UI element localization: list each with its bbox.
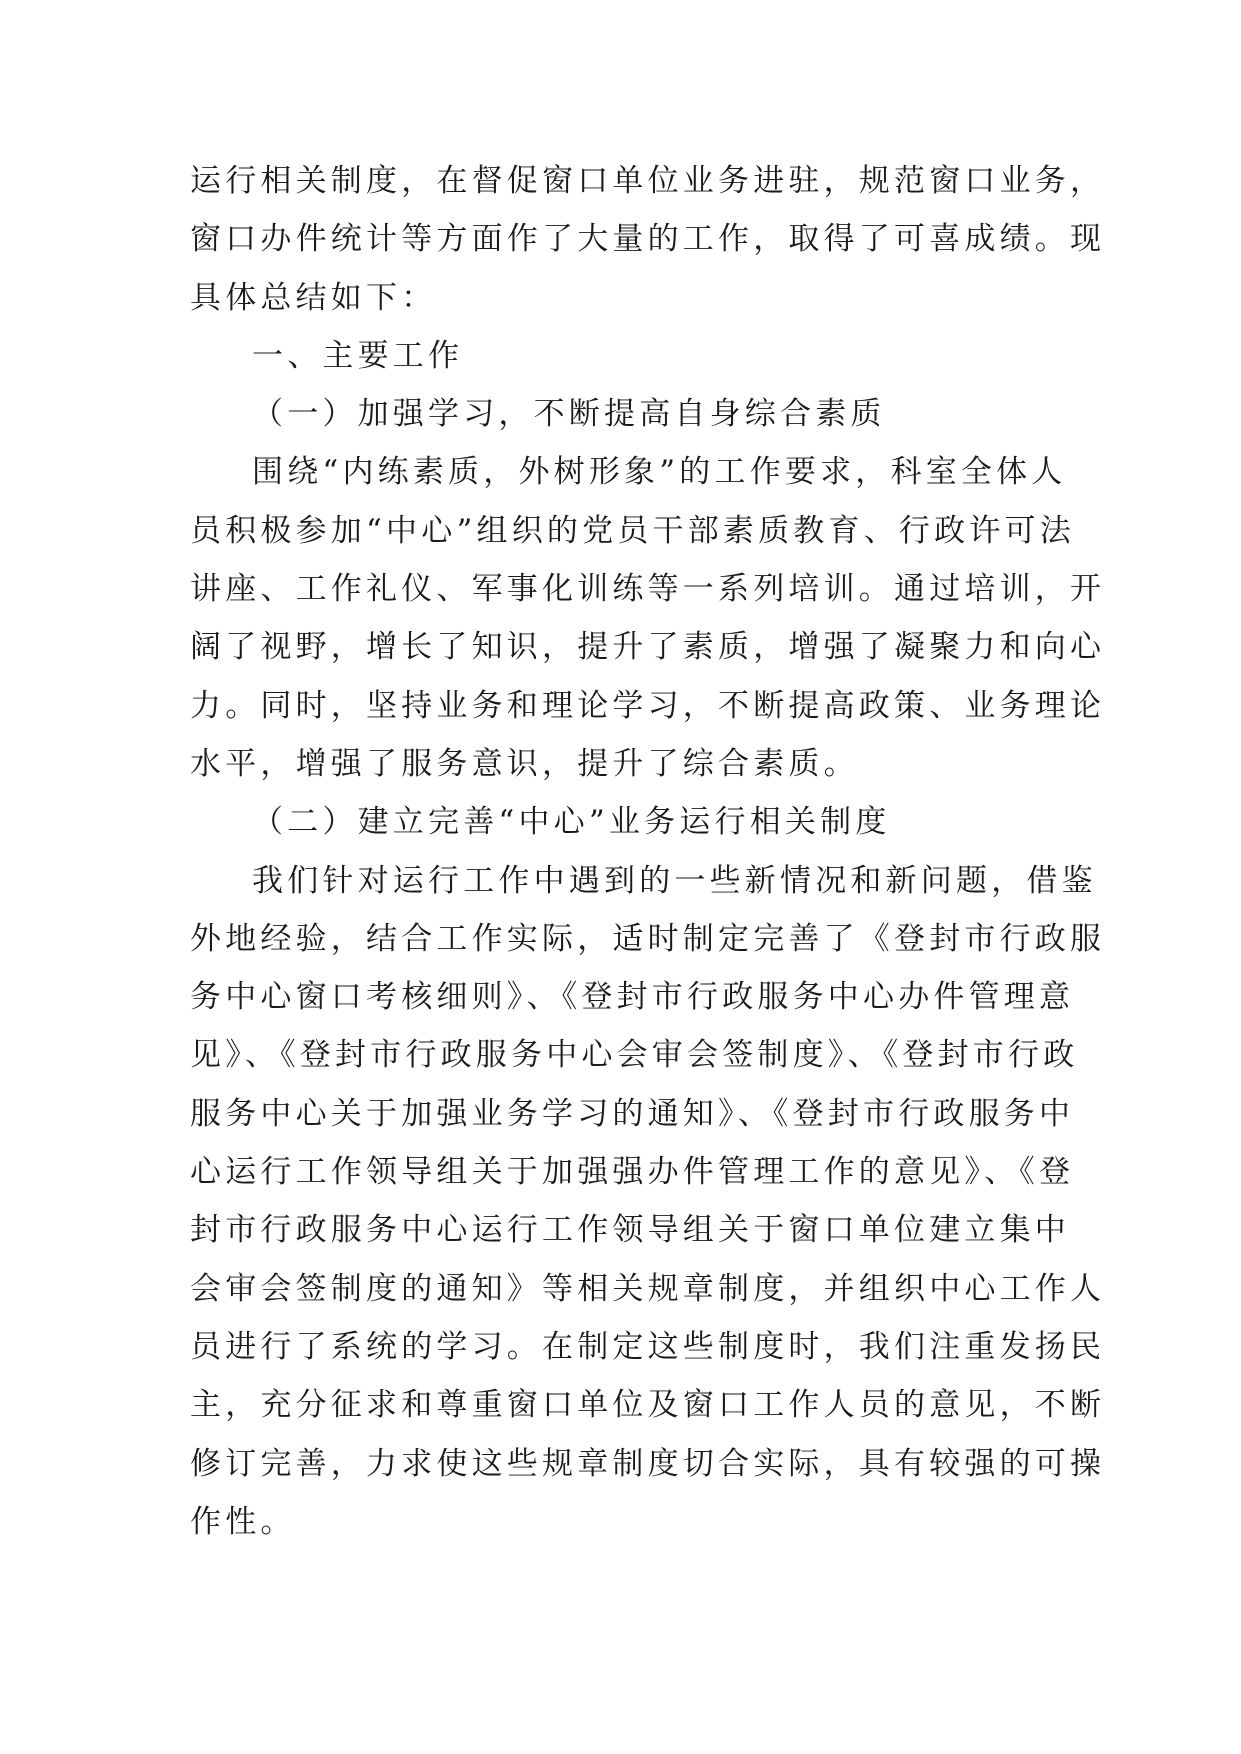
body-line: 主，充分征求和尊重窗口单位及窗口工作人员的意见，不断 (190, 1387, 1106, 1424)
body-line: 心运行工作领导组关于加强强办件管理工作的意见》、《登 (190, 1154, 1075, 1191)
body-line: 力。同时，坚持业务和理论学习，不断提高政策、业务理论 (190, 687, 1106, 724)
body-line: 封市行政服务中心运行工作领导组关于窗口单位建立集中 (190, 1212, 1070, 1249)
body-line: 运行相关制度，在督促窗口单位业务进驻，规范窗口业务， (190, 163, 1106, 199)
subsection-heading: （一）加强学习，不断提高自身综合素质 (252, 396, 886, 433)
body-line: 具体总结如下： (190, 279, 437, 316)
subsection-heading: （二）建立完善“中心”业务运行相关制度 (252, 804, 891, 841)
body-line: 务中心窗口考核细则》、《登封市行政服务中心办件管理意 (190, 979, 1075, 1016)
body-line: 见》、《登封市行政服务中心会审会签制度》、《登封市行政 (190, 1037, 1079, 1074)
body-line: 水平，增强了服务意识，提升了综合素质。 (190, 745, 859, 782)
paragraph-first-line: 围绕“内练素质，外树形象”的工作要求，科室全体人 (252, 454, 1067, 491)
body-line: 窗口办件统计等方面作了大量的工作，取得了可喜成绩。现 (190, 221, 1106, 258)
paragraph-first-line: 我们针对运行工作中遇到的一些新情况和新问题，借鉴 (252, 862, 1097, 899)
body-line: 员进行了系统的学习。在制定这些制度时，我们注重发扬民 (190, 1328, 1106, 1365)
body-line: 修订完善，力求使这些规章制度切合实际，具有较强的可操 (190, 1445, 1106, 1482)
body-line: 阔了视野，增长了知识，提升了素质，增强了凝聚力和向心 (190, 629, 1106, 666)
body-line: 会审会签制度的通知》等相关规章制度，并组织中心工作人 (190, 1270, 1106, 1307)
body-line: 作性。 (190, 1503, 296, 1540)
document-page (190, 152, 1106, 1551)
body-line: 员积极参加“中心”组织的党员干部素质教育、行政许可法 (190, 512, 1075, 549)
section-heading: 一、主要工作 (252, 337, 464, 374)
body-line: 服务中心关于加强业务学习的通知》、《登封市行政服务中 (190, 1095, 1075, 1132)
body-line: 外地经验，结合工作实际，适时制定完善了《登封市行政服 (190, 920, 1106, 957)
body-line: 讲座、工作礼仪、军事化训练等一系列培训。通过培训，开 (190, 571, 1106, 608)
